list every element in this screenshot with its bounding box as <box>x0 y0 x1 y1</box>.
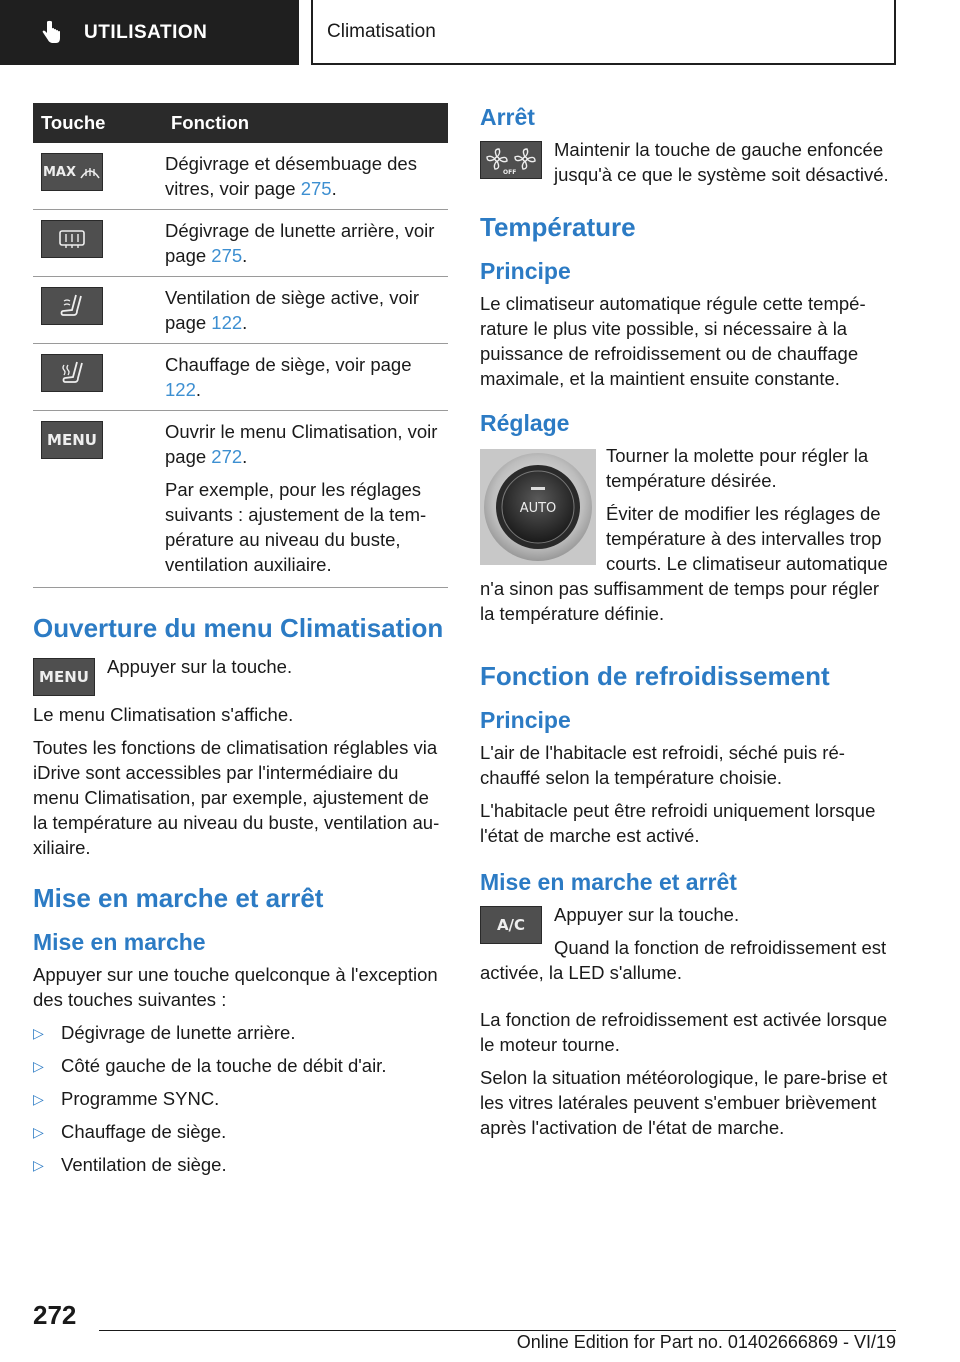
heading-principe-refroidissement: Principe <box>480 707 571 733</box>
off-paragraph: Maintenir la touche de gauche enfoncée jusqu'à ce que le système soit désactivé. <box>554 139 889 185</box>
triangle-bullet-icon: ▷ <box>33 1025 44 1041</box>
on-paragraph: Appuyer sur une touche quelconque à l'exception des touches suivantes : <box>33 964 438 1010</box>
chapter-title: Climatisation <box>327 20 436 42</box>
heading-reglage: Réglage <box>480 410 570 436</box>
cooling-paragraph-2: L'habitacle peut être refroidi uniquement lorsque l'état de marche est activé. <box>480 800 876 846</box>
heading-arret: Arrêt <box>480 104 535 130</box>
temperature-knob-image <box>480 449 596 565</box>
table-row <box>33 344 448 411</box>
list-item: ▷ Programme SYNC. <box>33 1086 448 1112</box>
reglage-paragraph-2: Éviter de modifier les réglages de température à des intervalles trop courts. Le climatiseur automatique n'a sinon pas suffisamment de temps pour régler la température définie. <box>480 503 888 624</box>
page-number: 272 <box>33 1300 77 1330</box>
heading-temperature: Température <box>480 212 636 242</box>
menu-key-icon: MENU <box>33 658 95 696</box>
ac-paragraph-4: Selon la situation météorologique, le pare-brise et les vitres latérales peuvent s'embuer brièvement après l'activation de l'état de marche. <box>480 1067 888 1138</box>
page-link[interactable]: 272 <box>211 446 243 467</box>
table-row <box>33 210 448 277</box>
cooling-paragraph-1: L'air de l'habitacle est refroidi, séché puis réchauffé selon la température choisie. <box>480 742 845 788</box>
list-item: ▷ Ventilation de siège. <box>33 1152 448 1178</box>
table-row <box>33 277 448 344</box>
max-defrost-key-icon: MAX <box>41 153 103 191</box>
table-row-text: Ouvrir le menu Climatisation, voir page 272. <box>165 421 438 467</box>
ac-paragraph-3: La fonction de refroidissement est activée lorsque le moteur tourne. <box>480 1009 888 1055</box>
list-item: ▷ Dégivrage de lunette arrière. <box>33 1020 448 1046</box>
section-title: UTILISATION <box>84 21 208 43</box>
svg-text:AUTO: AUTO <box>519 501 557 516</box>
heading-mise-en-marche-arret-cooling: Mise en marche et arrêt <box>480 869 737 895</box>
triangle-bullet-icon: ▷ <box>33 1124 44 1140</box>
page-link[interactable]: 275 <box>300 178 332 199</box>
table-row <box>33 143 448 210</box>
seat-heating-key-icon <box>41 354 103 392</box>
heading-mise-en-marche-arret: Mise en marche et arrêt <box>33 883 324 913</box>
reglage-paragraph-1: Tourner la molette pour régler la température désirée. <box>606 445 869 491</box>
heading-principe-temperature: Principe <box>480 258 571 284</box>
ac-paragraph-2: Quand la fonction de refroidissement est activée, la LED s'allume. <box>480 937 887 983</box>
table-row-text: Dégivrage de lunette arrière, voir page 275. <box>165 220 435 266</box>
heading-menu-climatisation: Ouverture du menu Climatisation <box>33 613 444 643</box>
table-header-touche: Touche <box>33 103 163 143</box>
list-item: ▷ Chauffage de siège. <box>33 1119 448 1145</box>
seat-ventilation-key-icon <box>41 287 103 325</box>
table-row-text: Dégivrage et désembuage des vitres, voir page 275. <box>165 153 417 199</box>
temperature-paragraph: Le climatiseur automatique régule cette température le plus vite possible, si nécessaire à la puissance de refroidissement ou de chauffage maximale, et la maintient ensuite constante. <box>480 293 866 389</box>
hand-pointer-icon <box>38 20 64 46</box>
header-chapter-box <box>311 0 896 65</box>
ac-paragraph-1: Appuyer sur la touche. <box>554 904 740 925</box>
header-section-tab <box>0 0 299 65</box>
menu-key-icon: MENU <box>41 421 103 459</box>
table-header-fonction: Fonction <box>163 103 448 143</box>
right-column <box>480 103 898 1148</box>
table-row <box>33 411 448 588</box>
svg-text:OFF: OFF <box>503 169 517 175</box>
heading-fonction-refroidissement: Fonction de refroidissement <box>480 661 830 691</box>
key-function-table <box>33 103 448 588</box>
triangle-bullet-icon: ▷ <box>33 1157 44 1173</box>
table-row-extra: Par exemple, pour les réglages suivants : ajustement de la température au niveau du buste, ventilation auxiliaire. <box>165 479 427 575</box>
left-column <box>33 103 448 1185</box>
menu-paragraph-2: Toutes les fonctions de climatisation réglables via iDrive sont accessibles par l'intermédiaire du menu Climatisation, par exemple, ajustement de la température au niveau du buste, ventilation auxiliaire. <box>33 737 440 858</box>
heading-mise-en-marche: Mise en marche <box>33 929 206 955</box>
triangle-bullet-icon: ▷ <box>33 1058 44 1074</box>
table-row-text: Chauffage de siège, voir page 122. <box>165 354 412 400</box>
page-link[interactable]: 122 <box>165 379 196 400</box>
ac-key-icon: A/C <box>480 906 542 944</box>
exception-list <box>33 1020 448 1178</box>
page-link[interactable]: 275 <box>211 245 243 266</box>
fan-off-key-icon <box>480 141 542 179</box>
list-item: ▷ Côté gauche de la touche de débit d'air. <box>33 1053 448 1079</box>
menu-press-text: Appuyer sur la touche. <box>107 656 293 677</box>
footer-divider <box>99 1330 896 1331</box>
rear-window-defrost-key-icon <box>41 220 103 258</box>
table-row-text: Ventilation de siège active, voir page 122. <box>165 287 420 333</box>
menu-paragraph-1: Le menu Climatisation s'affiche. <box>33 704 294 725</box>
page-link[interactable]: 122 <box>211 312 243 333</box>
edition-info: Online Edition for Part no. 01402666869 - VI/19 <box>516 1332 896 1352</box>
triangle-bullet-icon: ▷ <box>33 1091 44 1107</box>
